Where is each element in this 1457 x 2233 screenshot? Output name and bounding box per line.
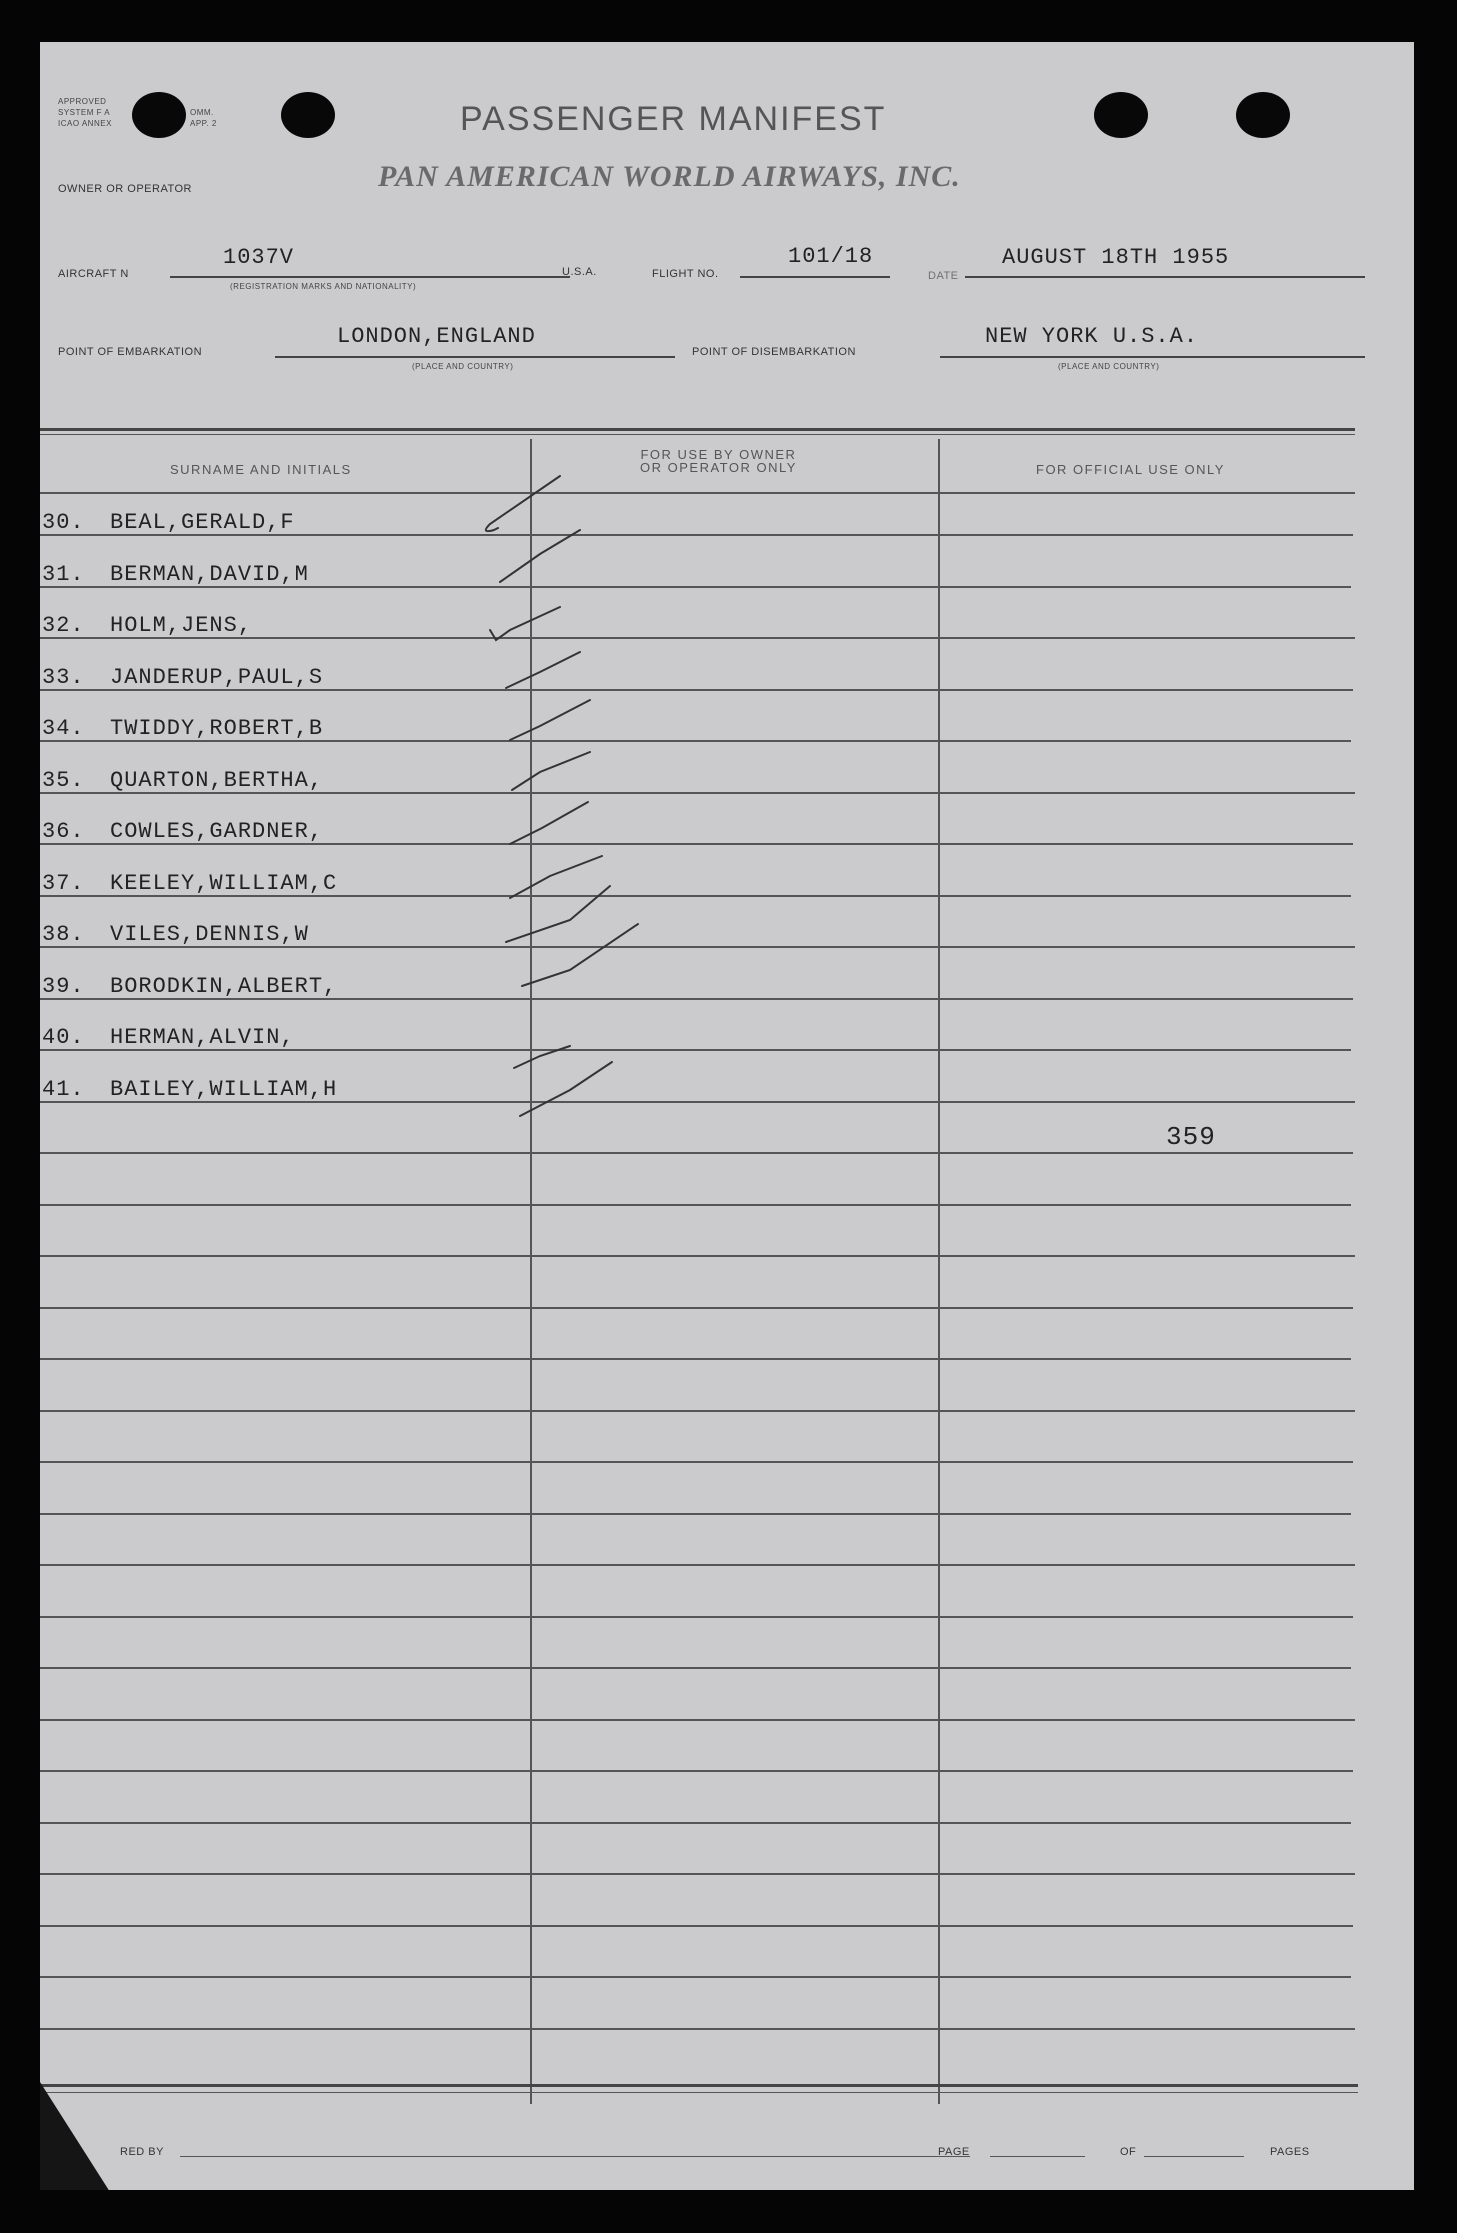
check-mark-8 (510, 856, 602, 898)
header-rule-top (40, 428, 1355, 431)
passenger-number: 35. (42, 768, 85, 793)
country-label: U.S.A. (562, 266, 597, 278)
prepared-by-underline (180, 2156, 970, 2157)
row-rule (40, 1564, 1355, 1566)
date-label: DATE (928, 270, 959, 282)
check-mark-2 (500, 530, 580, 582)
check-mark-7 (510, 802, 588, 844)
passenger-number: 32. (42, 613, 85, 638)
check-mark-3 (490, 607, 560, 640)
passenger-row (42, 768, 323, 793)
row-rule (40, 1513, 1351, 1515)
approval-right-line-2: APP. 2 (190, 119, 217, 128)
pages-label: PAGES (1270, 2146, 1310, 2158)
check-mark-4 (506, 652, 580, 688)
passenger-row (42, 974, 337, 999)
owner-use-line-2: OR OPERATOR ONLY (640, 460, 797, 475)
check-mark-6 (512, 752, 590, 790)
aircraft-underline (170, 276, 570, 278)
passenger-row (42, 562, 309, 587)
row-rule (40, 1204, 1351, 1206)
check-mark-5 (510, 700, 590, 740)
passenger-number: 41. (42, 1077, 85, 1102)
passenger-row (42, 922, 309, 947)
column-header-surname: SURNAME AND INITIALS (170, 462, 352, 477)
footer-rule-bottom (40, 2092, 1358, 2093)
punch-hole-3 (1094, 92, 1148, 138)
row-rule (40, 1616, 1353, 1618)
row-rule (40, 2028, 1355, 2030)
passenger-number: 31. (42, 562, 85, 587)
passenger-number: 39. (42, 974, 85, 999)
approval-stamp (58, 96, 112, 129)
column-header-official-use: FOR OFFICIAL USE ONLY (1036, 462, 1225, 477)
check-marks (460, 472, 700, 1162)
header-rule-bottom (40, 434, 1355, 435)
passenger-number: 37. (42, 871, 85, 896)
passenger-number: 38. (42, 922, 85, 947)
embarkation-underline (275, 356, 675, 358)
passenger-row (42, 819, 323, 844)
check-mark-9 (506, 886, 610, 942)
page-label: PAGE (938, 2146, 970, 2158)
approval-right-line-1: OMM. (190, 108, 214, 117)
aircraft-label: AIRCRAFT N (58, 268, 129, 280)
check-mark-12 (520, 1062, 612, 1116)
flight-underline (740, 276, 890, 278)
page-title: PASSENGER MANIFEST (460, 100, 887, 138)
row-rule (40, 1358, 1351, 1360)
approval-line-3: ICAO ANNEX (58, 119, 112, 128)
passenger-name: HOLM,JENS, (110, 613, 253, 638)
owner-label: OWNER OR OPERATOR (58, 183, 192, 195)
row-rule (40, 1410, 1355, 1412)
punch-hole-4 (1236, 92, 1290, 138)
passenger-number: 34. (42, 716, 85, 741)
embarkation-sublabel: (PLACE AND COUNTRY) (412, 362, 514, 371)
passenger-name: QUARTON,BERTHA, (110, 768, 324, 793)
flight-value: 101/18 (788, 244, 874, 269)
approval-stamp-right (190, 107, 217, 129)
of-underline (1144, 2156, 1244, 2157)
passenger-row (42, 665, 323, 690)
manifest-sheet (40, 42, 1414, 2190)
punch-hole-1 (132, 92, 186, 138)
passenger-name: VILES,DENNIS,W (110, 922, 309, 947)
company-name: PAN AMERICAN WORLD AIRWAYS, INC. (378, 160, 961, 193)
passenger-name: KEELEY,WILLIAM,C (110, 871, 338, 896)
passenger-name: TWIDDY,ROBERT,B (110, 716, 324, 741)
passenger-row (42, 613, 252, 638)
folded-corner (40, 2082, 110, 2190)
punch-hole-2 (281, 92, 335, 138)
row-rule (40, 1307, 1353, 1309)
passenger-row (42, 1077, 337, 1102)
passenger-number: 30. (42, 510, 85, 535)
footer-rule-top (40, 2084, 1358, 2087)
passenger-name: BEAL,GERALD,F (110, 510, 295, 535)
aircraft-value: 1037V (223, 245, 295, 270)
date-underline (965, 276, 1365, 278)
passenger-number: 40. (42, 1025, 85, 1050)
official-number: 359 (1166, 1122, 1216, 1152)
row-rule (40, 1925, 1353, 1927)
disembarkation-label: POINT OF DISEMBARKATION (692, 346, 856, 358)
passenger-number: 33. (42, 665, 85, 690)
row-rule (40, 1719, 1355, 1721)
disembarkation-sublabel: (PLACE AND COUNTRY) (1058, 362, 1160, 371)
passenger-number: 36. (42, 819, 85, 844)
flight-label: FLIGHT NO. (652, 268, 719, 280)
row-rule (40, 1461, 1353, 1463)
passenger-name: BERMAN,DAVID,M (110, 562, 309, 587)
approval-line-1: APPROVED (58, 97, 107, 106)
approval-line-2: SYSTEM F A (58, 108, 111, 117)
passenger-row (42, 510, 295, 535)
passenger-name: JANDERUP,PAUL,S (110, 665, 324, 690)
row-rule (40, 1976, 1351, 1978)
row-rule (40, 1873, 1355, 1875)
column-header-owner-use (640, 448, 797, 474)
row-rule (40, 1255, 1355, 1257)
passenger-name: HERMAN,ALVIN, (110, 1025, 295, 1050)
check-mark-11 (514, 1046, 570, 1068)
check-mark-10 (522, 924, 638, 986)
row-rule (40, 1667, 1351, 1669)
passenger-name: BAILEY,WILLIAM,H (110, 1077, 338, 1102)
prepared-by-label: RED BY (120, 2146, 164, 2158)
passenger-row (42, 716, 323, 741)
passenger-row (42, 1025, 295, 1050)
passenger-name: COWLES,GARDNER, (110, 819, 324, 844)
row-rule (40, 1770, 1353, 1772)
date-value: AUGUST 18TH 1955 (1002, 245, 1230, 270)
page-underline (990, 2156, 1085, 2157)
of-label: OF (1120, 2146, 1137, 2158)
owner-use-line-1: FOR USE BY OWNER (640, 447, 797, 462)
disembarkation-underline (940, 356, 1365, 358)
aircraft-sublabel: (REGISTRATION MARKS AND NATIONALITY) (230, 282, 417, 291)
passenger-name: BORODKIN,ALBERT, (110, 974, 338, 999)
embarkation-value: LONDON,ENGLAND (337, 324, 536, 349)
disembarkation-value: NEW YORK U.S.A. (985, 324, 1199, 349)
check-mark-1 (486, 476, 560, 531)
passenger-row (42, 871, 337, 896)
embarkation-label: POINT OF EMBARKATION (58, 346, 203, 358)
row-rule (40, 1822, 1351, 1824)
check-mark-group (486, 476, 638, 1116)
